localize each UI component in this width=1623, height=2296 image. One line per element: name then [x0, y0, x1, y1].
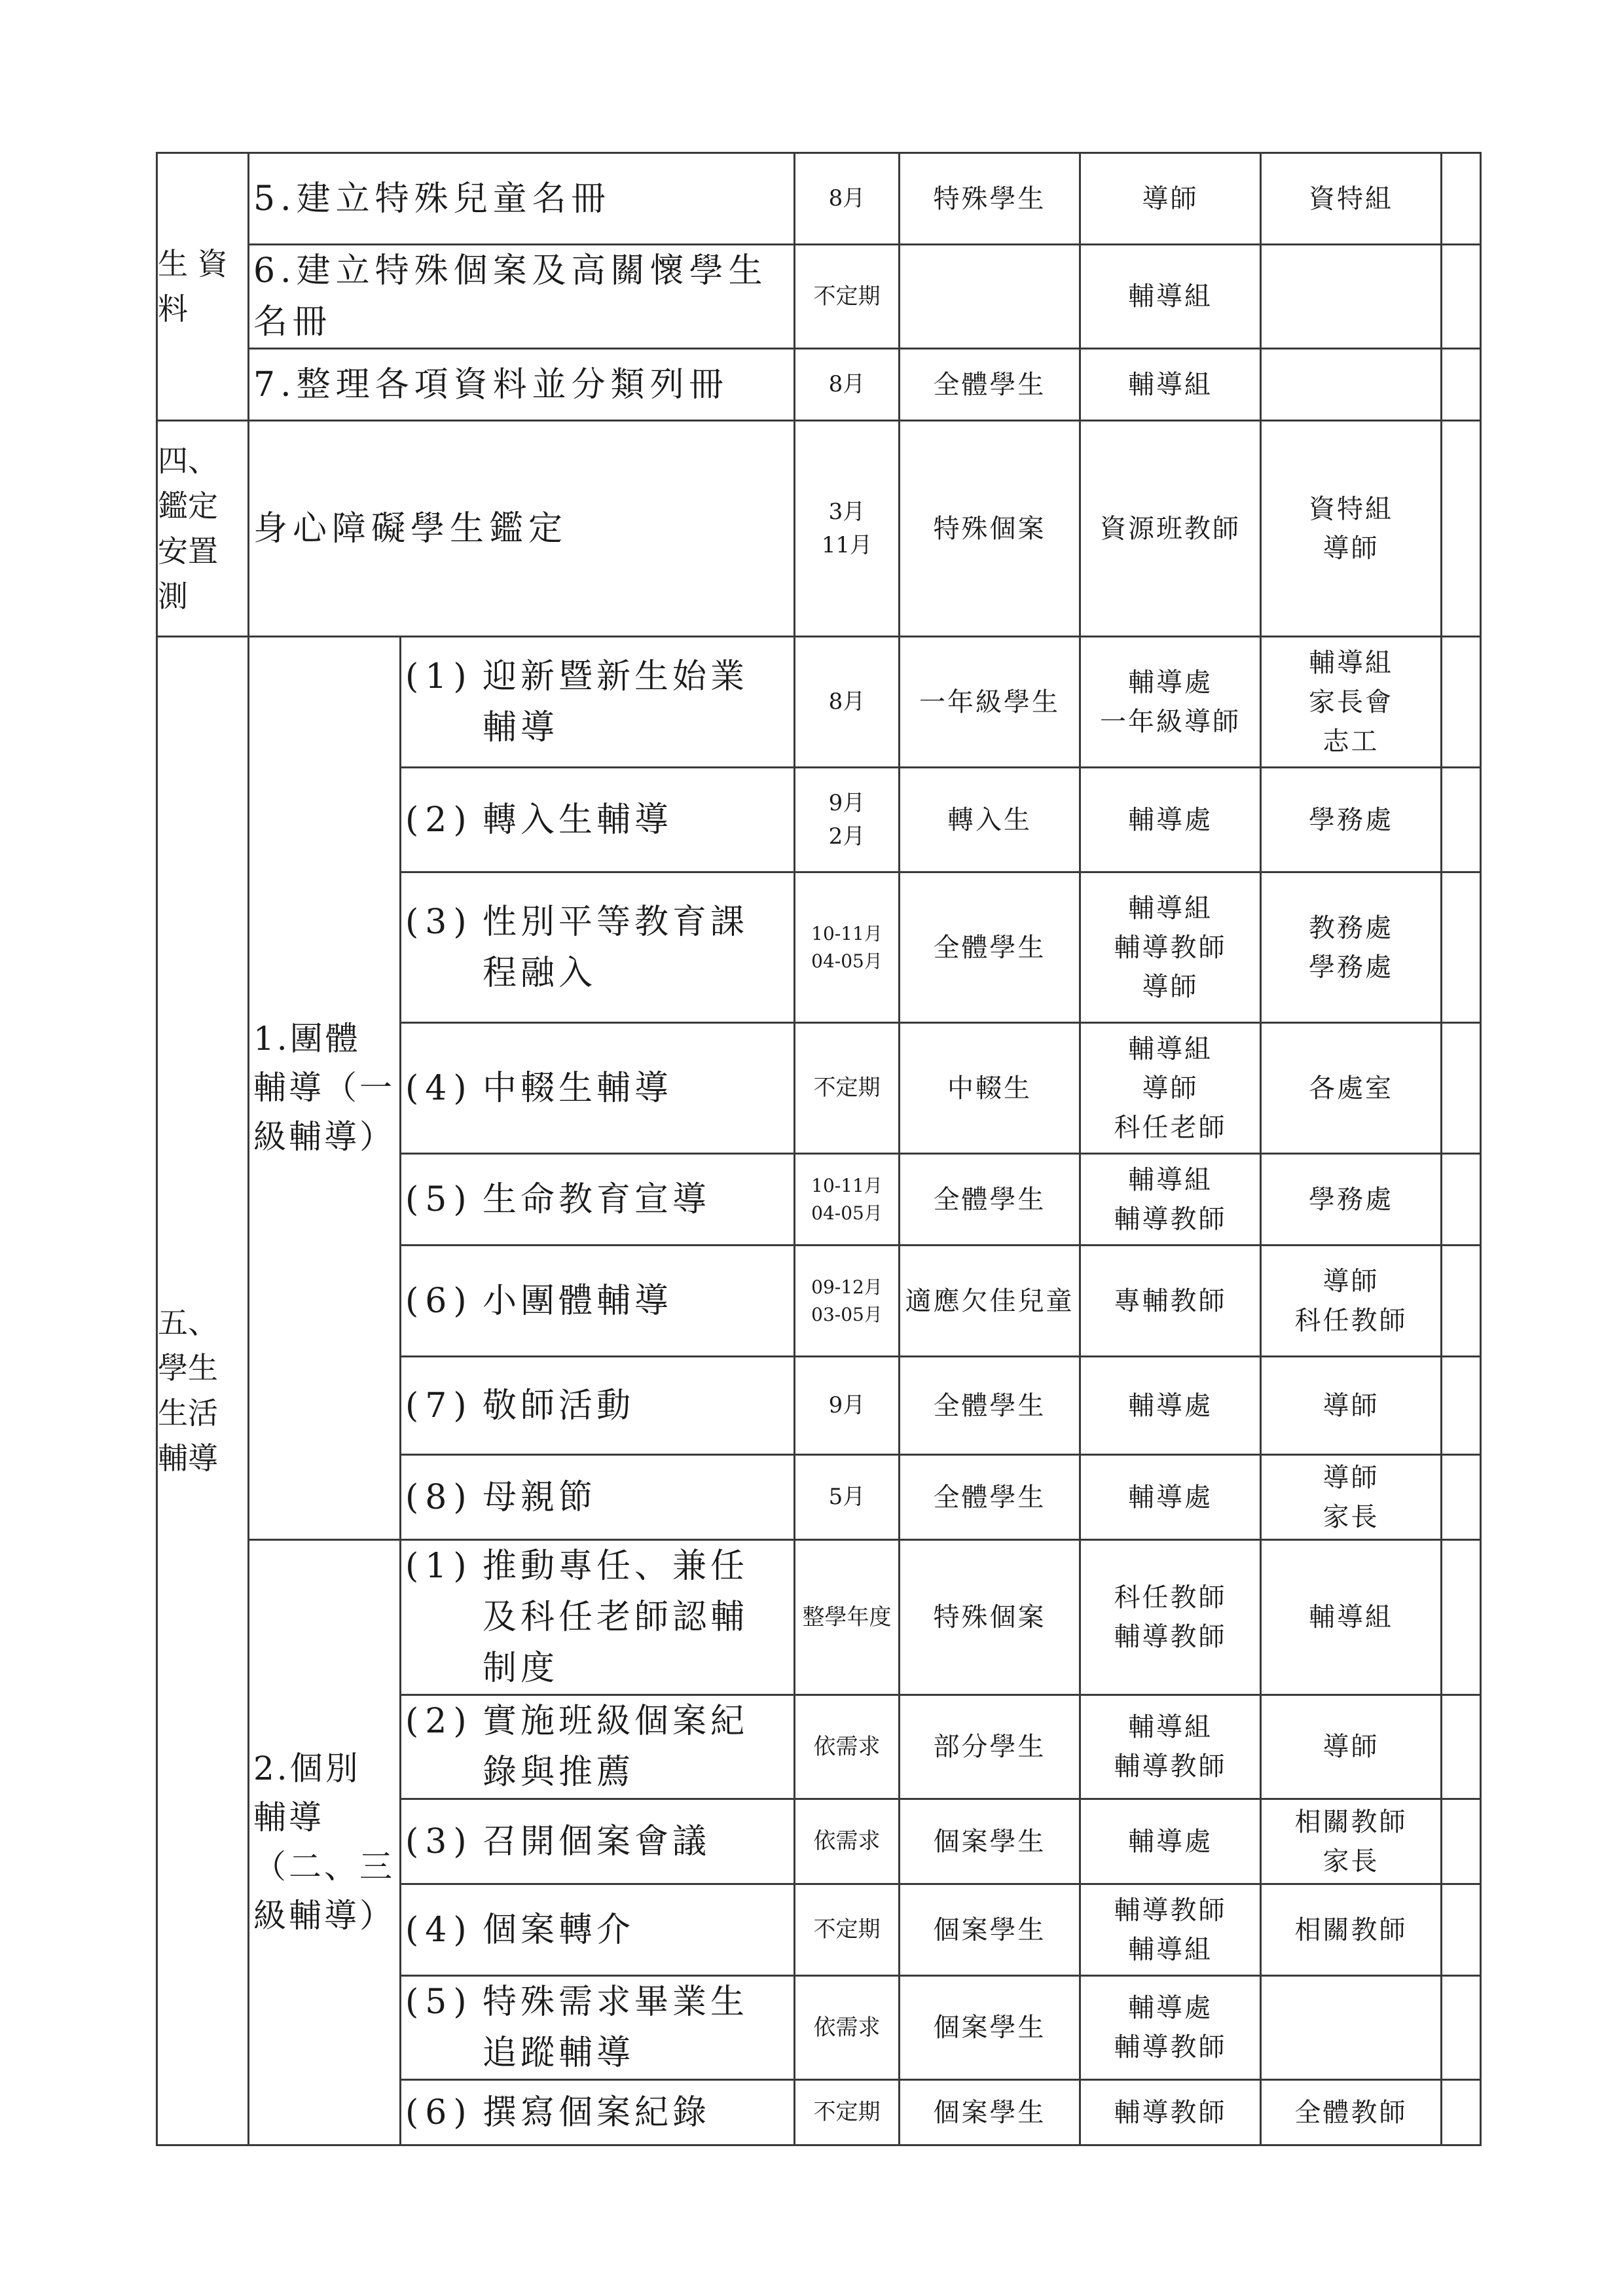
- target-cell: 部分學生: [900, 1695, 1080, 1799]
- executor-cell: 專輔教師: [1080, 1246, 1261, 1357]
- executor-cell: 輔導教師: [1080, 2080, 1261, 2145]
- sub-item-text: 生命教育宣導: [483, 1179, 711, 1219]
- sub-item-text: 敬師活動: [483, 1386, 635, 1426]
- assist-cell: 教務處 學務處: [1261, 872, 1442, 1023]
- target-cell: [900, 245, 1080, 349]
- assist-cell: 全體教師: [1261, 2080, 1442, 2145]
- assist-cell: 輔導組 家長會 志工: [1261, 637, 1442, 768]
- sub-item-number: (4): [405, 1910, 473, 1950]
- time-cell: 9月: [795, 1357, 900, 1455]
- executor-cell: 輔導教師 輔導組: [1080, 1884, 1261, 1976]
- category-cell: 五、 學生 生活 輔導: [157, 637, 249, 2145]
- target-cell: 全體學生: [900, 1455, 1080, 1540]
- sub-item-cell: [401, 1540, 795, 1695]
- time-cell: 不定期: [795, 1884, 900, 1976]
- sub-item-text: 母親節: [483, 1477, 597, 1517]
- category-cell: 生 資 料: [157, 153, 249, 421]
- remark-cell: [1442, 1799, 1481, 1884]
- assist-cell: [1261, 245, 1442, 349]
- sub-item-text: 小團體輔導: [483, 1281, 673, 1321]
- sub-item-text: 迎新暨新生始業輔導: [483, 656, 749, 747]
- assist-cell: 相關教師: [1261, 1884, 1442, 1976]
- sub-item-cell: [401, 768, 795, 872]
- assist-cell: 導師: [1261, 1695, 1442, 1799]
- plan-table: [156, 152, 1482, 2146]
- assist-cell: 相關教師 家長: [1261, 1799, 1442, 1884]
- table-row: [157, 421, 1481, 637]
- executor-cell: 資源班教師: [1080, 421, 1261, 637]
- target-cell: 全體學生: [900, 872, 1080, 1023]
- executor-cell: 導師: [1080, 153, 1261, 245]
- sub-item-number: (6): [405, 2092, 473, 2132]
- executor-cell: 輔導處: [1080, 1455, 1261, 1540]
- assist-cell: [1261, 1976, 1442, 2080]
- remark-cell: [1442, 153, 1481, 245]
- target-cell: 適應欠佳兒童: [900, 1246, 1080, 1357]
- remark-cell: [1442, 245, 1481, 349]
- sub-item-cell: [401, 1023, 795, 1154]
- sub-item-text: 轉入生輔導: [483, 800, 673, 840]
- remark-cell: [1442, 349, 1481, 421]
- item-cell: 6.建立特殊個案及高關懷學生名冊: [249, 245, 795, 349]
- sub-item-cell: [401, 1976, 795, 2080]
- sub-item-text: 個案轉介: [483, 1910, 635, 1950]
- sub-item-number: (8): [405, 1477, 473, 1517]
- target-cell: 個案學生: [900, 1884, 1080, 1976]
- sub-item-cell: [401, 1695, 795, 1799]
- assist-cell: 學務處: [1261, 768, 1442, 872]
- remark-cell: [1442, 1695, 1481, 1799]
- time-cell: 依需求: [795, 1695, 900, 1799]
- sub-item-number: (5): [405, 1982, 473, 2022]
- target-cell: 全體學生: [900, 1154, 1080, 1246]
- sub-item-number: (6): [405, 1281, 473, 1321]
- target-cell: 特殊個案: [900, 1540, 1080, 1695]
- assist-cell: 資特組: [1261, 153, 1442, 245]
- group-cell: 1.團體輔導（一級輔導）: [249, 637, 401, 1540]
- remark-cell: [1442, 1154, 1481, 1246]
- sub-item-number: (2): [405, 800, 473, 840]
- assist-cell: 資特組 導師: [1261, 421, 1442, 637]
- executor-cell: 輔導處 一年級導師: [1080, 637, 1261, 768]
- time-cell: 8月: [795, 349, 900, 421]
- target-cell: 個案學生: [900, 1799, 1080, 1884]
- time-cell: 09-12月 03-05月: [795, 1246, 900, 1357]
- target-cell: 特殊個案: [900, 421, 1080, 637]
- sub-item-number: (1): [405, 656, 473, 696]
- remark-cell: [1442, 1023, 1481, 1154]
- time-cell: 整學年度: [795, 1540, 900, 1695]
- sub-item-cell: [401, 637, 795, 768]
- target-cell: 個案學生: [900, 2080, 1080, 2145]
- time-cell: 9月 2月: [795, 768, 900, 872]
- sub-item-number: (5): [405, 1179, 473, 1219]
- sub-item-text: 性別平等教育課程融入: [483, 902, 749, 993]
- item-cell: 7.整理各項資料並分類列冊: [249, 349, 795, 421]
- assist-cell: 導師 科任教師: [1261, 1246, 1442, 1357]
- time-cell: 不定期: [795, 245, 900, 349]
- sub-item-cell: [401, 1455, 795, 1540]
- executor-cell: 輔導組: [1080, 349, 1261, 421]
- executor-cell: 輔導組 導師 科任老師: [1080, 1023, 1261, 1154]
- executor-cell: 輔導處 輔導教師: [1080, 1976, 1261, 2080]
- time-cell: 8月: [795, 637, 900, 768]
- sub-item-cell: [401, 1884, 795, 1976]
- assist-cell: 導師 家長: [1261, 1455, 1442, 1540]
- remark-cell: [1442, 1540, 1481, 1695]
- time-cell: 10-11月 04-05月: [795, 1154, 900, 1246]
- sub-item-cell: [401, 1357, 795, 1455]
- sub-item-text: 推動專任、兼任及科任老師認輔制度: [483, 1547, 749, 1688]
- time-cell: 5月: [795, 1455, 900, 1540]
- target-cell: 一年級學生: [900, 637, 1080, 768]
- sub-item-cell: [401, 1154, 795, 1246]
- item-cell: 身心障礙學生鑑定: [249, 421, 795, 637]
- time-cell: 不定期: [795, 2080, 900, 2145]
- executor-cell: 輔導組: [1080, 245, 1261, 349]
- sub-item-cell: [401, 872, 795, 1023]
- assist-cell: 各處室: [1261, 1023, 1442, 1154]
- executor-cell: 輔導處: [1080, 768, 1261, 872]
- sub-item-number: (3): [405, 1821, 473, 1861]
- sub-item-text: 中輟生輔導: [483, 1068, 673, 1108]
- sub-item-text: 召開個案會議: [483, 1821, 711, 1861]
- time-cell: 8月: [795, 153, 900, 245]
- executor-cell: 輔導組 輔導教師: [1080, 1154, 1261, 1246]
- table-row: [157, 637, 1481, 768]
- sub-item-text: 實施班級個案紀錄與推薦: [483, 1702, 749, 1792]
- time-cell: 3月 11月: [795, 421, 900, 637]
- target-cell: 轉入生: [900, 768, 1080, 872]
- remark-cell: [1442, 421, 1481, 637]
- target-cell: 全體學生: [900, 1357, 1080, 1455]
- time-cell: 不定期: [795, 1023, 900, 1154]
- remark-cell: [1442, 1884, 1481, 1976]
- sub-item-cell: [401, 2080, 795, 2145]
- executor-cell: 輔導處: [1080, 1799, 1261, 1884]
- sub-item-number: (4): [405, 1068, 473, 1108]
- executor-cell: 輔導組 輔導教師 導師: [1080, 872, 1261, 1023]
- assist-cell: 學務處: [1261, 1154, 1442, 1246]
- remark-cell: [1442, 1246, 1481, 1357]
- sub-item-cell: [401, 1799, 795, 1884]
- sub-item-text: 撰寫個案紀錄: [483, 2092, 711, 2132]
- group-cell: 2.個別輔導（二、三級輔導）: [249, 1540, 401, 2145]
- time-cell: 依需求: [795, 1799, 900, 1884]
- executor-cell: 輔導組 輔導教師: [1080, 1695, 1261, 1799]
- remark-cell: [1442, 872, 1481, 1023]
- executor-cell: 科任教師 輔導教師: [1080, 1540, 1261, 1695]
- target-cell: 個案學生: [900, 1976, 1080, 2080]
- remark-cell: [1442, 1976, 1481, 2080]
- category-cell: 四、 鑑定 安置 測: [157, 421, 249, 637]
- item-cell: 5.建立特殊兒童名冊: [249, 153, 795, 245]
- remark-cell: [1442, 637, 1481, 768]
- assist-cell: 輔導組: [1261, 1540, 1442, 1695]
- sub-item-text: 特殊需求畢業生追蹤輔導: [483, 1982, 749, 2073]
- table-row: [157, 153, 1481, 245]
- target-cell: 特殊學生: [900, 153, 1080, 245]
- executor-cell: 輔導處: [1080, 1357, 1261, 1455]
- sub-item-number: (1): [405, 1547, 473, 1586]
- time-cell: 依需求: [795, 1976, 900, 2080]
- remark-cell: [1442, 2080, 1481, 2145]
- sub-item-number: (2): [405, 1702, 473, 1741]
- assist-cell: 導師: [1261, 1357, 1442, 1455]
- target-cell: 全體學生: [900, 349, 1080, 421]
- sub-item-number: (7): [405, 1386, 473, 1426]
- sub-item-number: (3): [405, 902, 473, 942]
- table-row: [157, 1540, 1481, 1695]
- assist-cell: [1261, 349, 1442, 421]
- sub-item-cell: [401, 1246, 795, 1357]
- table-row: [157, 349, 1481, 421]
- table-row: [157, 245, 1481, 349]
- time-cell: 10-11月 04-05月: [795, 872, 900, 1023]
- remark-cell: [1442, 1455, 1481, 1540]
- remark-cell: [1442, 768, 1481, 872]
- target-cell: 中輟生: [900, 1023, 1080, 1154]
- remark-cell: [1442, 1357, 1481, 1455]
